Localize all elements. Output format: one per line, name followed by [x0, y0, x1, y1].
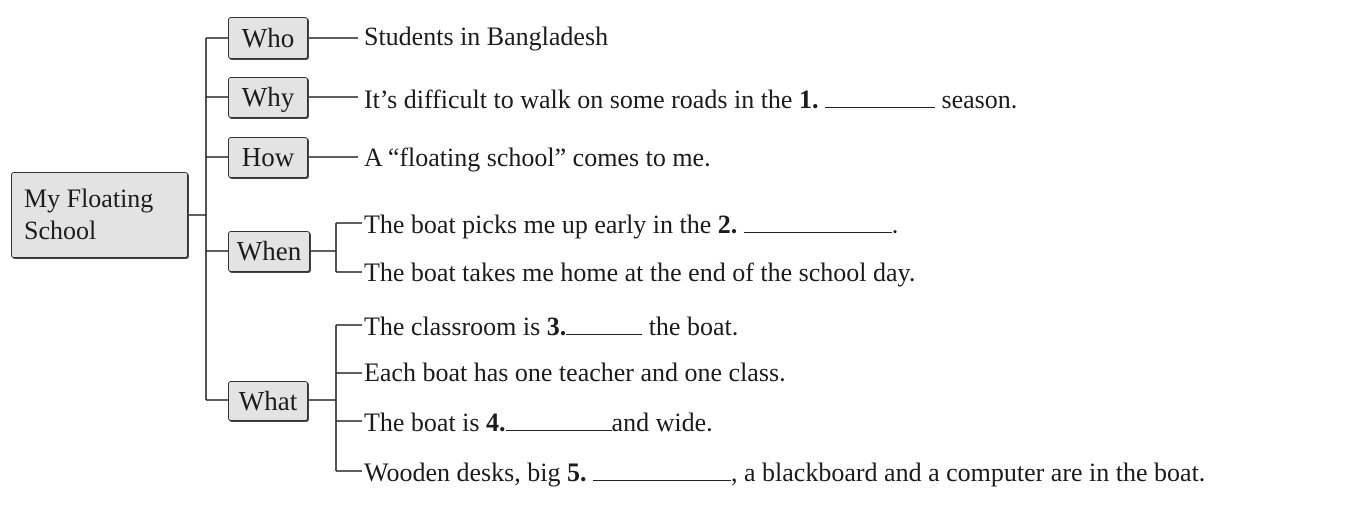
- who-box: Who: [228, 17, 308, 59]
- what-item-1: [364, 310, 738, 342]
- what-item-4: [364, 456, 1205, 488]
- blank-number-5: 5.: [567, 458, 587, 487]
- when-box: When: [228, 231, 310, 272]
- what-item-1-post: the boat.: [648, 312, 739, 341]
- what-item-3-post: and wide.: [611, 408, 713, 437]
- answer-blank-4[interactable]: [506, 406, 612, 431]
- why-text: [364, 83, 1017, 115]
- what-item-4-pre: Wooden desks, big: [364, 458, 567, 487]
- blank-number-2: 2.: [717, 210, 738, 239]
- answer-blank-1[interactable]: [825, 83, 935, 108]
- when-item-1-pre: The boat picks me up early in the: [364, 210, 718, 239]
- what-box: What: [228, 381, 308, 421]
- what-item-3: [364, 406, 713, 438]
- why-text-post: season.: [941, 85, 1018, 114]
- root-title-line1: My Floating: [24, 184, 154, 213]
- why-text-pre: It’s difficult to walk on some roads in the: [364, 85, 799, 114]
- what-item-4-post: , a blackboard and a computer are in the boat.: [731, 458, 1206, 487]
- how-text: A “floating school” comes to me.: [364, 143, 711, 172]
- why-box: Why: [228, 77, 308, 118]
- answer-blank-2[interactable]: [744, 208, 892, 233]
- who-text: Students in Bangladesh: [364, 22, 609, 51]
- answer-blank-3[interactable]: [566, 310, 642, 335]
- answer-blank-5[interactable]: [593, 456, 731, 481]
- when-item-1-post: .: [891, 210, 899, 239]
- what-item-1-pre: The classroom is: [364, 312, 547, 341]
- blank-number-3: 3.: [546, 312, 567, 341]
- what-item-3-pre: The boat is: [364, 408, 487, 437]
- blank-number-4: 4.: [486, 408, 506, 437]
- blank-number-1: 1.: [798, 85, 819, 114]
- when-item-1: [364, 208, 898, 240]
- what-item-2: Each boat has one teacher and one class.: [364, 358, 786, 387]
- how-box: How: [228, 137, 308, 178]
- when-item-2: The boat takes me home at the end of the school day.: [364, 258, 916, 287]
- root-title-line2: School: [24, 216, 97, 245]
- root-node: [11, 172, 188, 258]
